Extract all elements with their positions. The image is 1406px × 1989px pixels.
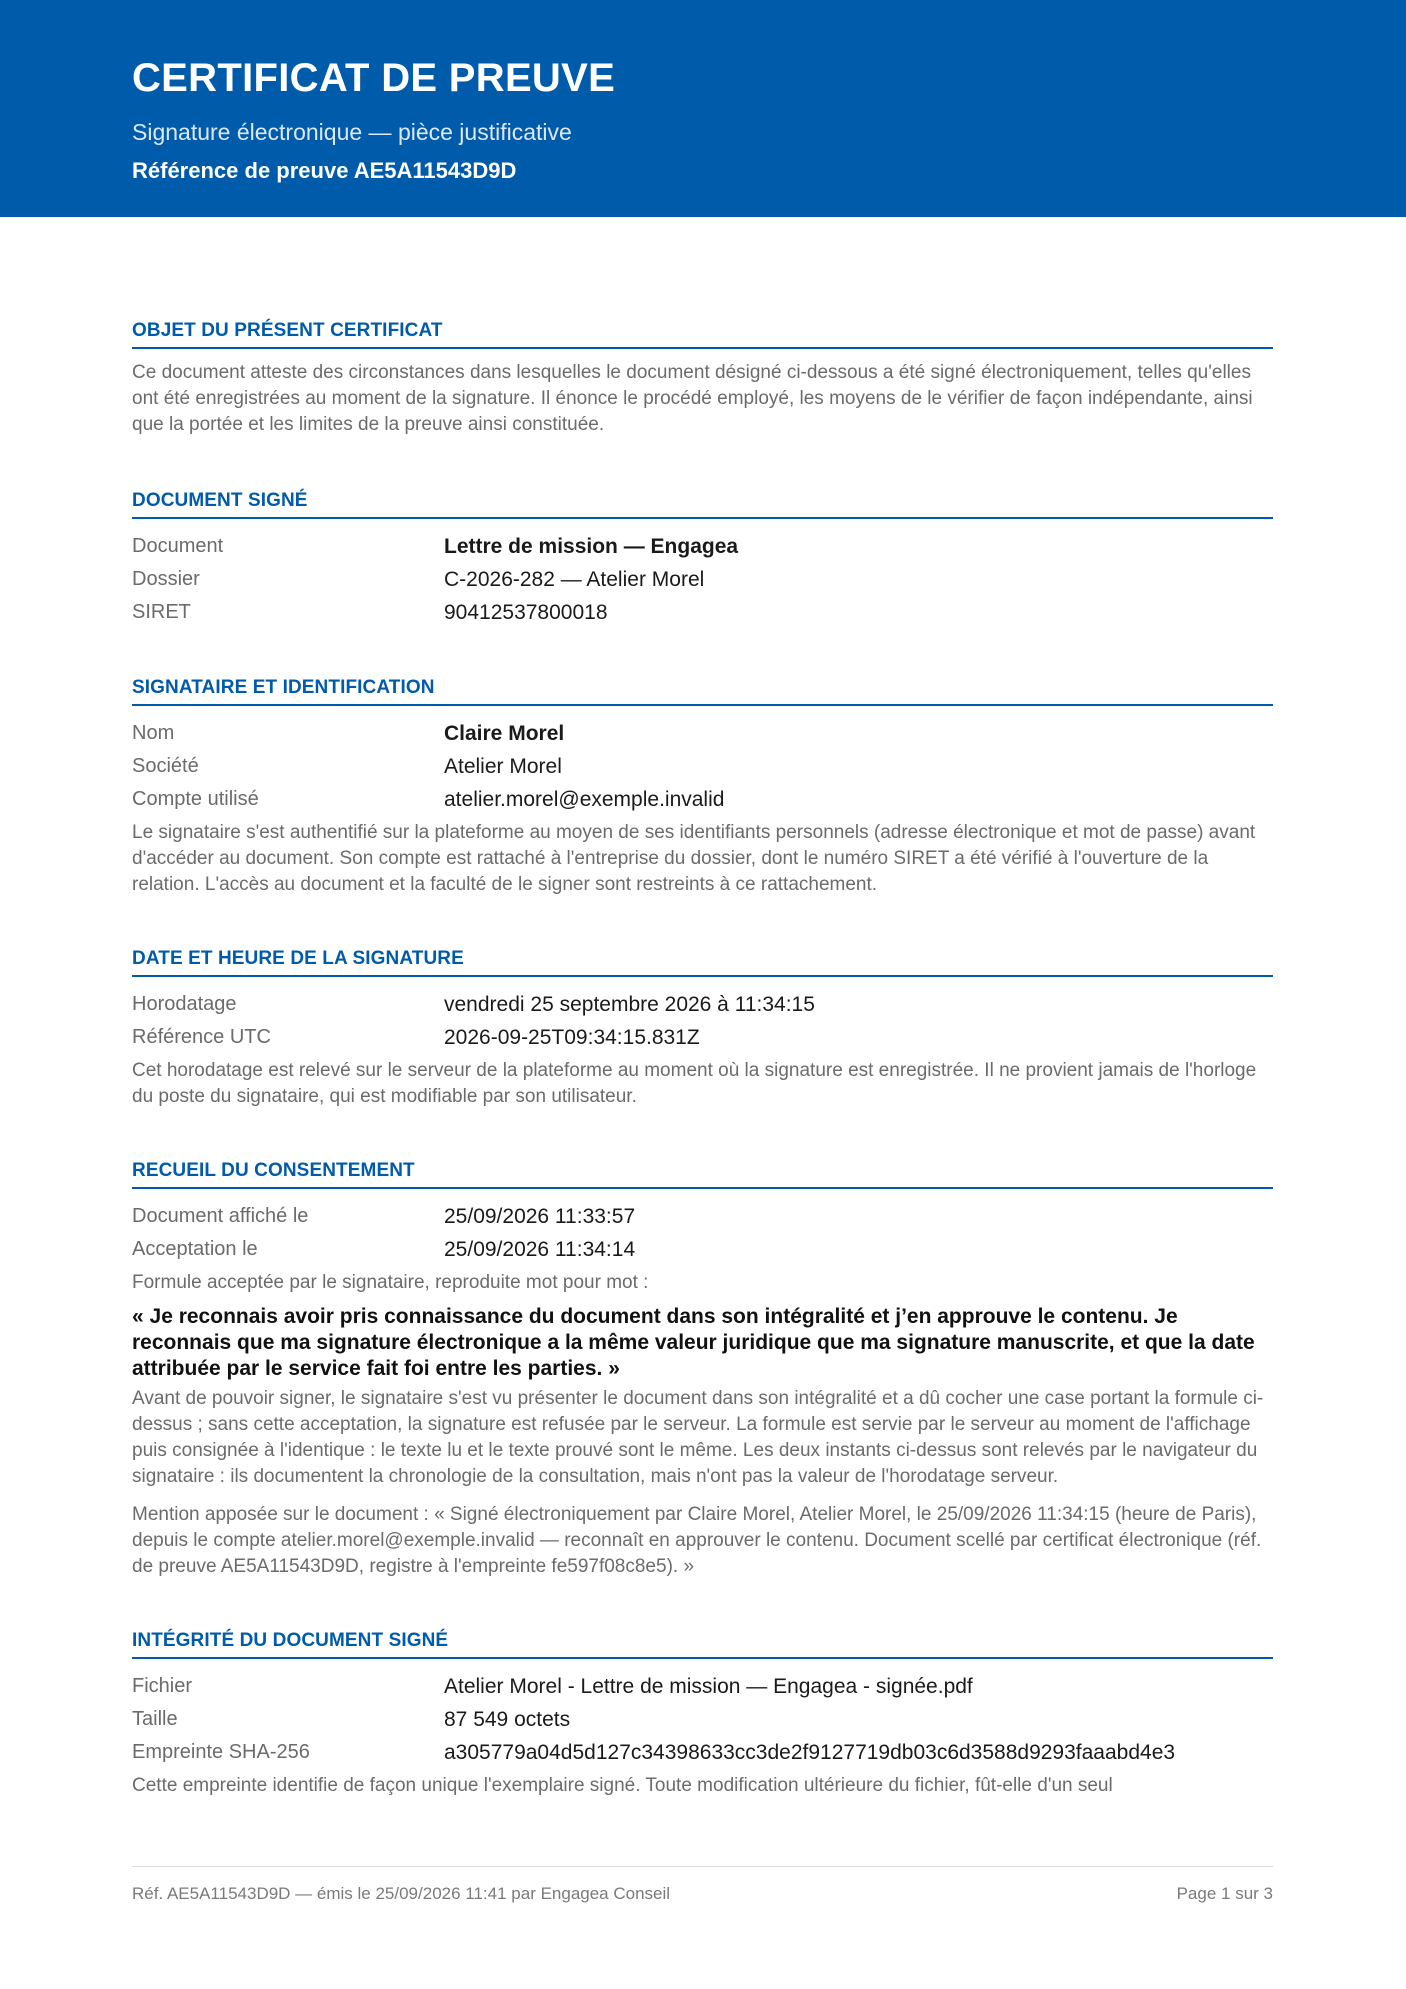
consent-intro: Formule acceptée par le signataire, reproduite mot pour mot : [132,1272,649,1293]
info-rows [132,530,1273,629]
section-text: Cet horodatage est relevé sur le serveur de la plateforme au moment où la signature est enregistrée. Il ne provient jamais de l'horloge du poste du signataire, qui est modifiable par son utilisateur. [132,1060,1257,1107]
section-consentement [132,1160,1273,1580]
certificate-header [0,0,1406,217]
section-text: Le signataire s'est authentifié sur la plateforme au moyen de ses identifiants personnels (adresse électronique et mot de passe) avant d'accéder au document. Son compte est rattaché à l'entreprise du dossier, dont le numéro SIRET a été vérifié à l'ouverture de la relation. L'accès au document et la faculté de le signer sont restreints à ce rattachement. [132,822,1256,895]
info-row-siret [132,596,1273,629]
section-signataire [132,677,1273,898]
info-row-document [132,530,1273,563]
info-rows [132,988,1273,1054]
section-objet [132,320,1273,438]
section-title: DOCUMENT SIGNÉ [132,490,1273,519]
row-value: Lettre de mission — Engagea [444,534,739,558]
section-title: DATE ET HEURE DE LA SIGNATURE [132,948,1273,977]
row-label: SIRET [132,601,191,623]
row-label: Compte utilisé [132,788,259,810]
row-value: atelier.morel@exemple.invalid [444,787,725,811]
section-title: RECUEIL DU CONSENTEMENT [132,1160,1273,1189]
row-value: 87 549 octets [444,1707,571,1731]
row-value: 90412537800018 [444,600,608,624]
row-label: Acceptation le [132,1238,258,1260]
section-text: Ce document atteste des circonstances dans lesquelles le document désigné ci-dessous a été signé électroniquement, telles qu'elles ont été enregistrées au moment de la signature. Il énonce le procédé employé, les moyens de le vérifier de façon indépendante, ainsi que la portée et les limites de la preuve ainsi constituée. [132,362,1253,435]
footer-divider [132,1866,1273,1867]
row-value: 25/09/2026 11:33:57 [444,1204,636,1228]
section-integrite [132,1630,1273,1799]
info-row-horodatage [132,988,1273,1021]
section-text: Cette empreinte identifie de façon unique l'exemplaire signé. Toute modification ultérieure du fichier, fût-elle d'un seul [132,1775,1113,1796]
row-value: C-2026-282 — Atelier Morel [444,567,705,591]
info-row-acceptation [132,1233,1273,1266]
section-title: SIGNATAIRE ET IDENTIFICATION [132,677,1273,706]
proof-reference: Référence de preuve AE5A11543D9D [132,158,517,183]
info-rows [132,1670,1273,1769]
row-label: Document affiché le [132,1205,309,1227]
row-label: Taille [132,1708,178,1730]
info-rows [132,717,1273,816]
row-value: 25/09/2026 11:34:14 [444,1237,636,1261]
section-text: Avant de pouvoir signer, le signataire s'est vu présenter le document dans son intégralité et a dû cocher une case portant la formule ci-dessus ; sans cette acceptation, la signature est refusée par le serveur. La formule est servie par le serveur au moment de l'affichage puis consignée à l'identique : le texte lu et le texte prouvé sont le même. Les deux instants ci-dessus sont relevés par le navigateur du signataire : ils documentent la chronologie de la consultation, mais n'ont pas la valeur de l'horodatage serveur. [132,1388,1264,1487]
section-title: OBJET DU PRÉSENT CERTIFICAT [132,320,1273,349]
row-value: Atelier Morel - Lettre de mission — Engagea - signée.pdf [444,1674,973,1698]
certificate-body [132,320,1273,1799]
info-row-taille [132,1703,1273,1736]
row-value: Claire Morel [444,721,565,745]
row-label: Dossier [132,568,200,590]
info-row-nom [132,717,1273,750]
row-label: Empreinte SHA-256 [132,1741,310,1763]
row-value: Atelier Morel [444,754,562,778]
section-document [132,490,1273,629]
consent-formula: « Je reconnais avoir pris connaissance du document dans son intégralité et j’en approuve le contenu. Je reconnais que ma signature électronique a la même valeur juridique que ma signature manuscrite, et que la date attribuée par le service fait foi entre les parties. » [132,1305,1255,1380]
section-date [132,948,1273,1110]
row-label: Document [132,535,224,557]
row-value: 2026-09-25T09:34:15.831Z [444,1025,700,1049]
info-rows [132,1200,1273,1266]
signature-mention: Mention apposée sur le document : « Signé électroniquement par Claire Morel, Atelier Morel, le 25/09/2026 11:34:15 (heure de Paris), depuis le compte atelier.morel@exemple.invalid — reconnaît en approuver le contenu. Document scellé par certificat électronique (réf. de preuve AE5A11543D9D, registre à l'empreinte fe597f08c8e5). » [132,1504,1262,1577]
page-number: Page 1 sur 3 [1176,1884,1273,1903]
row-label: Horodatage [132,993,237,1015]
row-label: Référence UTC [132,1026,271,1048]
info-row-fichier [132,1670,1273,1703]
certificate-subtitle: Signature électronique — pièce justificative [132,119,572,145]
info-row-societe [132,750,1273,783]
section-title: INTÉGRITÉ DU DOCUMENT SIGNÉ [132,1630,1273,1659]
row-label: Nom [132,722,175,744]
info-row-dossier [132,563,1273,596]
footer-reference: Réf. AE5A11543D9D — émis le 25/09/2026 11:41 par Engagea Conseil [132,1884,671,1903]
row-label: Fichier [132,1675,193,1697]
info-row-utc [132,1021,1273,1054]
row-value: a305779a04d5d127c34398633cc3de2f9127719db03c6d3588d9293faaabd4e3 [444,1740,1176,1764]
row-label: Société [132,755,199,777]
info-row-compte [132,783,1273,816]
info-row-empreinte [132,1736,1273,1769]
certificate-title: CERTIFICAT DE PREUVE [132,56,616,100]
info-row-affichage [132,1200,1273,1233]
row-value: vendredi 25 septembre 2026 à 11:34:15 [444,992,815,1016]
